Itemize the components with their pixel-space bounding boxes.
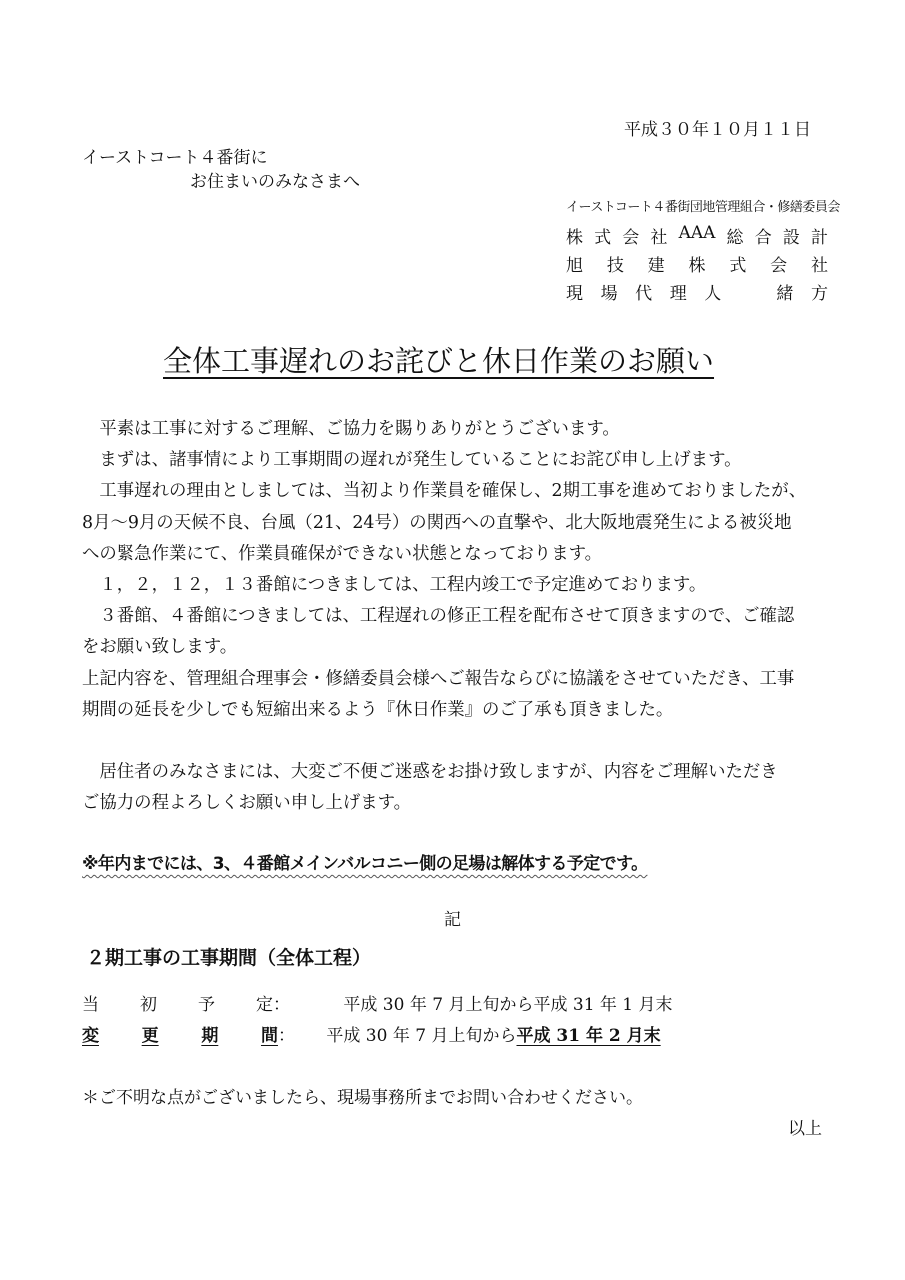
char: 期 [201,1026,219,1046]
closing-line: ご協力の程よろしくお願い申し上げます。 [82,793,412,814]
changed-label [82,1021,278,1046]
body-line: 8月～9月の天候不良、台風（21、24号）の関西への直撃や、北大阪地震発生による被災地 [82,512,792,533]
char: 社 [810,256,828,276]
sender-committee: イーストコート４番街団地管理組合・修繕委員会 [566,200,840,215]
char: 総 [726,228,744,248]
body-line: まずは、諸事情により工事期間の遅れが発生していることにお詫び申し上げます。 [82,450,742,471]
body-line: 上記内容を、管理組合理事会・修繕委員会様へご報告ならびに協議をさせていただき、工事 [82,668,795,689]
char: 社 [650,228,668,248]
ki-marker: 記 [444,910,461,930]
body-line: 期間の延長を少しでも短縮出来るよう『休日作業』のご了承も頂きました。 [82,699,674,720]
char: 旭 [566,256,583,276]
char: 場 [600,284,618,304]
char: 予 [198,995,215,1015]
body-line: 工事遅れの理由としましては、当初より作業員を確保し、2期工事を進めておりましたが、 [82,481,807,502]
char: 理 [669,284,687,304]
char: 技 [606,256,624,276]
body-line: １，２，１２，１３番館につきましては、工程内竣工で予定進めております。 [82,575,707,596]
scaffold-notice: ※年内までには、3、４番館メインバルコニー側の足場は解体する予定です。 [82,854,648,874]
char: 更 [141,1026,159,1046]
sender-representative [566,279,828,304]
char: 初 [140,995,157,1015]
body-line: をお願い致します。 [82,637,238,658]
char: 式 [729,256,747,276]
char: 現 [566,284,583,304]
end-marker: 以上 [788,1119,822,1139]
schedule-changed [82,1021,661,1046]
recipient-line-1: イーストコート４番街に [82,148,268,168]
char: 代 [635,284,653,304]
char: 緒 [776,284,794,304]
char: 設 [782,228,800,248]
changed-value-prefix: 平成 30 年 7 月上旬から [326,1026,517,1046]
char: 建 [647,256,665,276]
char: AAA [678,223,716,243]
char: 当 [82,995,99,1015]
sender-company-1 [566,223,828,248]
sender-company-2 [566,251,828,276]
body-line: への緊急作業にて、作業員確保ができない状態となっております。 [82,543,602,564]
schedule-heading: ２期工事の工事期間（全体工程） [86,947,372,969]
original-label [82,990,290,1015]
char: 人 [704,284,722,304]
changed-value-end: 平成 31 年 2 月末 [516,1026,661,1046]
recipient-line-2: お住まいのみなさまへ [190,172,360,192]
char: 定： [256,995,290,1015]
char: 会 [770,256,788,276]
char: 変 [82,1026,99,1046]
body-text [82,414,806,819]
char: 計 [810,228,828,248]
contact-note: ＊ご不明な点がございましたら、現場事務所までお問い合わせください。 [82,1088,643,1108]
char: 株 [566,228,583,248]
colon: ： [278,1026,295,1046]
char: 間 [260,1026,278,1046]
document-title: 全体工事遅れのお詫びと休日作業のお願い [163,344,715,378]
closing-line: 居住者のみなさまには、大変ご不便ご迷惑をお掛け致しますが、内容をご理解いただき [82,762,778,783]
char: 会 [622,228,640,248]
original-value: 平成 30 年 7 月上旬から平成 31 年 1 月末 [343,995,673,1015]
char: 式 [594,228,612,248]
schedule-original [82,990,673,1015]
char: 方 [810,284,828,304]
document-date: 平成３０年１０月１１日 [624,120,811,140]
char: 合 [754,228,772,248]
body-line: ３番館、４番館につきましては、工程遅れの修正工程を配布させて頂きますので、ご確認 [82,606,795,627]
body-line: 平素は工事に対するご理解、ご協力を賜りありがとうございます。 [82,419,620,439]
char: 株 [688,256,706,276]
